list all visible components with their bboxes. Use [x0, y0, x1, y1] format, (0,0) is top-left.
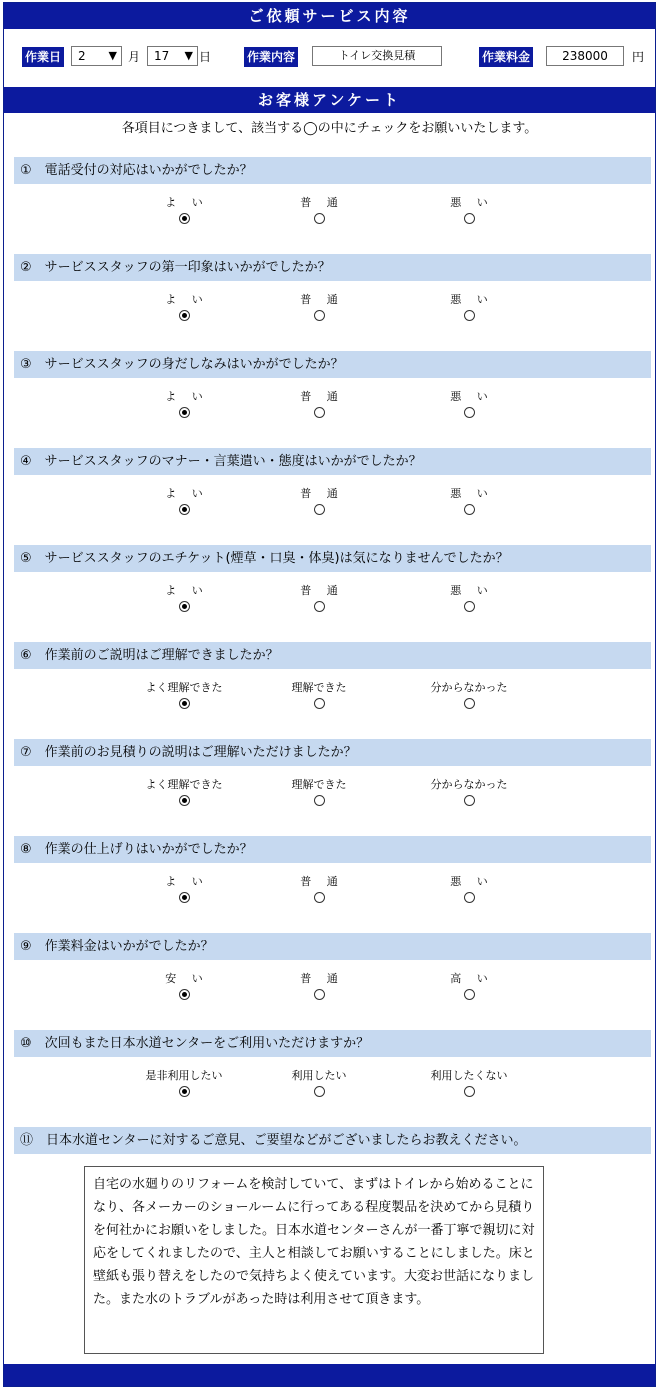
answer-option[interactable] — [129, 583, 239, 612]
option-label: 高 い — [450, 972, 494, 985]
radio-button[interactable] — [179, 310, 190, 321]
day-unit: 日 — [199, 50, 212, 64]
question-3 — [14, 351, 651, 403]
radio-button[interactable] — [179, 213, 190, 224]
radio-button[interactable] — [314, 601, 325, 612]
answer-option[interactable] — [414, 292, 524, 321]
question-9 — [14, 933, 651, 985]
question-4 — [14, 448, 651, 500]
radio-button[interactable] — [314, 892, 325, 903]
radio-button[interactable] — [314, 310, 325, 321]
answer-option[interactable] — [129, 292, 239, 321]
option-label: 悪 い — [450, 293, 494, 306]
answer-option[interactable] — [264, 971, 374, 1000]
answer-option[interactable] — [414, 874, 524, 903]
radio-button[interactable] — [464, 1086, 475, 1097]
answer-option[interactable] — [264, 1068, 374, 1097]
radio-button[interactable] — [464, 213, 475, 224]
question-text: ⑧ 作業の仕上げりはいかがでしたか？ — [14, 836, 651, 863]
option-label: よく理解できた — [145, 778, 223, 791]
question-text: ③ サービススタッフの身だしなみはいかがでしたか？ — [14, 351, 651, 378]
question-text: ① 電話受付の対応はいかがでしたか？ — [14, 157, 651, 184]
question-5 — [14, 545, 651, 597]
radio-button[interactable] — [464, 601, 475, 612]
radio-button[interactable] — [179, 892, 190, 903]
answer-option[interactable] — [264, 486, 374, 515]
option-label: 悪 い — [450, 584, 494, 597]
question-text: ⑨ 作業料金はいかがでしたか？ — [14, 933, 651, 960]
day-value: 17 — [154, 49, 170, 63]
answer-option[interactable] — [129, 777, 239, 806]
answer-option[interactable] — [414, 583, 524, 612]
radio-button[interactable] — [314, 698, 325, 709]
option-label: 是非利用したい — [145, 1069, 223, 1082]
question-8 — [14, 836, 651, 888]
option-label: よ い — [165, 390, 209, 403]
service-header: ご依頼サービス内容 — [4, 3, 655, 29]
question-1 — [14, 157, 651, 209]
question-11 — [14, 1127, 651, 1154]
radio-button[interactable] — [179, 989, 190, 1000]
answer-option[interactable] — [129, 874, 239, 903]
question-text: ⑪ 日本水道センターに対するご意見、ご要望などがございましたらお教えください。 — [14, 1127, 651, 1154]
survey-form — [3, 2, 656, 1387]
radio-button[interactable] — [464, 795, 475, 806]
option-label: 普 通 — [300, 293, 344, 306]
radio-button[interactable] — [179, 504, 190, 515]
month-value: 2 — [78, 49, 86, 63]
answer-option[interactable] — [129, 389, 239, 418]
radio-button[interactable] — [179, 1086, 190, 1097]
comment-box[interactable]: 自宅の水廻りのリフォームを検討していて、まずはトイレから始めることになり、各メーカーのショールームに行ってある程度製品を決めてから見積りを何社かにお願いをしました。日本水道センターさんが一番丁寧で親切に対応をしてくれましたので、主人と相談してお願いすることにしました。床と壁紙も張り替えをしたので気持ちよく使えています。大変お世話になりました。また水のトラブルがあった時は利用させて頂きます。 — [84, 1166, 544, 1354]
option-label: 理解できた — [291, 681, 347, 694]
option-label: 普 通 — [300, 196, 344, 209]
option-label: 普 通 — [300, 972, 344, 985]
option-label: よ い — [165, 875, 209, 888]
work-date-label: 作業日 — [22, 47, 64, 67]
option-label: 悪 い — [450, 390, 494, 403]
work-content-field[interactable]: トイレ交換見積 — [312, 46, 442, 66]
radio-button[interactable] — [179, 795, 190, 806]
question-text: ⑦ 作業前のお見積りの説明はご理解いただけましたか？ — [14, 739, 651, 766]
option-label: 普 通 — [300, 875, 344, 888]
radio-button[interactable] — [314, 213, 325, 224]
option-label: 利用したい — [291, 1069, 347, 1082]
answer-option[interactable] — [414, 971, 524, 1000]
option-label: 分からなかった — [430, 778, 508, 791]
option-label: 分からなかった — [430, 681, 508, 694]
option-label: 利用したくない — [430, 1069, 508, 1082]
option-label: 普 通 — [300, 584, 344, 597]
radio-button[interactable] — [314, 1086, 325, 1097]
dropdown-arrow-icon: ▼ — [108, 49, 117, 62]
answer-option[interactable] — [414, 777, 524, 806]
radio-button[interactable] — [464, 407, 475, 418]
answer-option[interactable] — [414, 486, 524, 515]
month-unit: 月 — [128, 50, 141, 64]
question-text: ④ サービススタッフのマナー・言葉遣い・態度はいかがでしたか？ — [14, 448, 651, 475]
question-text: ⑩ 次回もまた日本水道センターをご利用いただけますか？ — [14, 1030, 651, 1057]
month-select[interactable] — [71, 46, 122, 66]
service-info-row — [4, 29, 655, 87]
answer-option[interactable] — [414, 1068, 524, 1097]
option-label: よ い — [165, 293, 209, 306]
question-text: ⑤ サービススタッフのエチケット(煙草・口臭・体臭)は気になりませんでしたか？ — [14, 545, 651, 572]
radio-button[interactable] — [314, 407, 325, 418]
option-label: よ い — [165, 196, 209, 209]
answer-option[interactable] — [264, 292, 374, 321]
radio-button[interactable] — [464, 504, 475, 515]
work-content-label: 作業内容 — [244, 47, 298, 67]
radio-button[interactable] — [314, 504, 325, 515]
option-label: 安 い — [165, 972, 209, 985]
question-2 — [14, 254, 651, 306]
answer-option[interactable] — [414, 680, 524, 709]
option-label: 悪 い — [450, 196, 494, 209]
option-label: 悪 い — [450, 487, 494, 500]
option-label: よく理解できた — [145, 681, 223, 694]
option-label: 悪 い — [450, 875, 494, 888]
answer-option[interactable] — [264, 680, 374, 709]
question-6 — [14, 642, 651, 694]
question-text: ⑥ 作業前のご説明はご理解できましたか？ — [14, 642, 651, 669]
radio-button[interactable] — [464, 989, 475, 1000]
fee-unit: 円 — [632, 50, 645, 64]
work-fee-field[interactable]: 238000 — [546, 46, 624, 66]
answer-option[interactable] — [264, 583, 374, 612]
answer-option[interactable] — [129, 680, 239, 709]
option-label: よ い — [165, 487, 209, 500]
day-select[interactable] — [147, 46, 198, 66]
survey-header: お客様アンケート — [4, 87, 655, 113]
radio-button[interactable] — [179, 601, 190, 612]
answer-option[interactable] — [264, 195, 374, 224]
radio-button[interactable] — [464, 698, 475, 709]
answer-option[interactable] — [414, 389, 524, 418]
option-label: 理解できた — [291, 778, 347, 791]
answer-option[interactable] — [129, 195, 239, 224]
answer-option[interactable] — [264, 389, 374, 418]
radio-button[interactable] — [314, 795, 325, 806]
answer-option[interactable] — [129, 1068, 239, 1097]
radio-button[interactable] — [179, 407, 190, 418]
option-label: よ い — [165, 584, 209, 597]
answer-option[interactable] — [264, 874, 374, 903]
option-label: 普 通 — [300, 390, 344, 403]
answer-option[interactable] — [414, 195, 524, 224]
option-label: 普 通 — [300, 487, 344, 500]
question-10 — [14, 1030, 651, 1082]
answer-option[interactable] — [264, 777, 374, 806]
footer-band — [4, 1364, 655, 1386]
answer-option[interactable] — [129, 971, 239, 1000]
dropdown-arrow-icon: ▼ — [184, 49, 193, 62]
radio-button[interactable] — [179, 698, 190, 709]
radio-button[interactable] — [464, 310, 475, 321]
survey-intro: 各項目につきまして、該当する◯の中にチェックをお願いいたします。 — [121, 121, 538, 136]
work-fee-label: 作業料金 — [479, 47, 533, 67]
radio-button[interactable] — [314, 989, 325, 1000]
radio-button[interactable] — [464, 892, 475, 903]
answer-option[interactable] — [129, 486, 239, 515]
question-7 — [14, 739, 651, 791]
question-text: ② サービススタッフの第一印象はいかがでしたか？ — [14, 254, 651, 281]
